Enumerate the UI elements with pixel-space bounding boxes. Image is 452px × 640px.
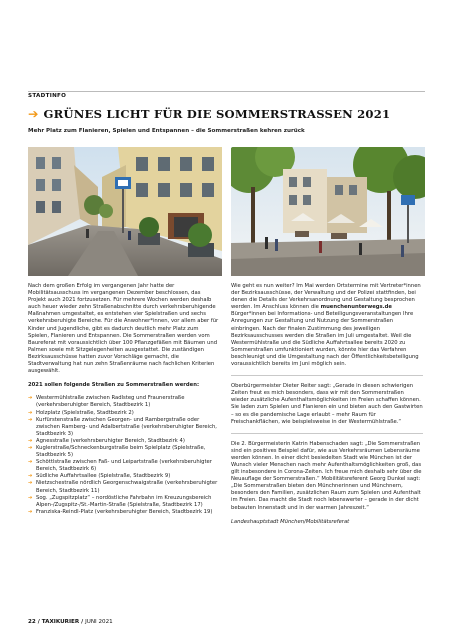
- street-list-heading: 2021 sollen folgende Straßen zu Sommerstraßen werden:: [28, 382, 200, 389]
- issue-date: JUNI 2021: [85, 619, 113, 625]
- list-item: ➔ Holzplatz (Spielstraße, Stadtbezirk 2): [28, 409, 134, 416]
- arrow-right-icon: ➔: [28, 459, 33, 466]
- mayor-quote-paragraph: Oberbürgermeister Dieter Reiter sagt: „Gerade in diesen schwierigen Zeiten freut es mich besonders, dass wir mit den Sommerstraßen wieder zusätzliche Aufenthaltsmöglichkeiten im Freien schaffen können. Sie laden zum Spielen und Flanieren ein und bieten auch den Gastwirten – so es die pandemische Lage erlaubt – mehr Raum für Freischankflächen, wie beispielsweise in der Westermühlstraße.“: [231, 383, 423, 425]
- arrow-right-icon: ➔: [28, 409, 33, 416]
- next-steps-paragraph: Wie geht es nun weiter? Im Mai werden Ortstermine mit Vertreter*innen der Bezirksausschüsse, der Verwaltung und der Polizei stattfinden, bei denen die Details der Verkehrsanordnung und Gestaltung besprochen werden. Im Anschluss können die muenchenunterwegs.de Bürger*innen bei Informations- und Beteiligungsveranstaltungen Ihre Anregungen zur Gestaltung und Nutzung der Sommerstraßen einbringen. Nach der finalen Zustimmung des jeweiligen Bezirksausschusses werden die Straßen im Juli umgestaltet. Weil die Westermühlstraße und die Südliche Auffahrtsallee bereits 2020 zu Sommerstraßen umfunktioniert wurden, könnte hier das Verfahren beschleunigt und die Umgestaltung nach der Öffentlichkeitsbeteiligung voraussichtlich bereits im Juni möglich sein.: [231, 283, 421, 368]
- quotes-paragraph: Die 2. Bürgermeisterin Katrin Habenschaden sagt: „Die Sommerstraßen sind ein positives Beispiel dafür, wie aus Verkehrsräumen Lebensräume werden können. In einer dicht besiedelten Stadt wie München ist der Wunsch vieler Menschen nach mehr Aufenthaltsmöglichkeiten groß, das gilt insbesondere in Corona-Zeiten. Ich freue mich deshalb sehr über die Neuauflage der Sommerstraßen.“ Mobilitätsreferent Georg Dunkel sagt: „Die Sommerstraßen bieten den Münchnerinnen und Münchnern, besonders den Familien, zusätzlichen Raum zum Spielen und Aufenthalt im Freien. Das macht die Stadt noch lebenswerter – gerade in der dicht bebauten Innenstadt und in der warmen Jahreszeit.“: [231, 440, 422, 511]
- article-subtitle: Mehr Platz zum Flanieren, Spielen und Entspannen – die Sommerstraßen kehren zurück: [28, 128, 305, 134]
- list-item: ➔ Schöttlstraße zwischen Faß- und Leipartstraße (verkehrsberuhigter Bereich, Stadtbezirk 6): [28, 459, 212, 473]
- list-item: ➔ Agnesstraße (verkehrsberuhigter Bereich, Stadtbezirk 4): [28, 437, 185, 444]
- street-photo-right: [231, 147, 425, 276]
- section-label: STADTINFO: [28, 93, 67, 99]
- page-number: 22: [28, 619, 36, 625]
- section-divider: [28, 91, 425, 92]
- arrow-right-icon: ➔: [28, 105, 39, 121]
- street-photo-left: [28, 147, 222, 276]
- page-footer: 22 / TAXIKURIER / JUNI 2021: [28, 619, 113, 625]
- article-column-right: [231, 283, 423, 533]
- arrow-right-icon: ➔: [28, 437, 33, 444]
- list-item: ➔ Südliche Auffahrtsallee (Spielstraße, Stadtbezirk 9): [28, 473, 171, 480]
- arrow-right-icon: ➔: [28, 473, 33, 480]
- magazine-name: TAXIKURIER: [41, 619, 80, 625]
- arrow-right-icon: ➔: [28, 444, 33, 451]
- list-item: ➔ Kurfürstenstraße zwischen Georgen- und Rambergstraße oder zwischen Ramberg- und Adalbertstraße (verkehrsberuhigter Bereich, Stadtbezirk 3): [28, 416, 217, 437]
- divider: [231, 433, 423, 434]
- photo-credit: Landeshauptstadt München/Mobilitätsreferat: [231, 518, 350, 525]
- arrow-right-icon: ➔: [28, 395, 33, 402]
- list-item: ➔ Westermühlstraße zwischen Radlsteg und Fraunerstraße (verkehrsberuhigter Bereich, Stadtbezirk 1): [28, 395, 185, 409]
- arrow-right-icon: ➔: [28, 416, 33, 423]
- divider: [231, 375, 423, 376]
- arrow-right-icon: ➔: [28, 480, 33, 487]
- headline: [28, 107, 425, 121]
- street-list: [28, 395, 220, 516]
- arrow-right-icon: ➔: [28, 494, 33, 501]
- website-link[interactable]: muenchenunterwegs.de: [320, 304, 392, 311]
- list-item: ➔ Kuglerstraße/Schneckenburgstraße beim Spielplatz (Spielstraße, Stadtbezirk 5): [28, 444, 206, 459]
- article-title: GRÜNES LICHT FÜR DIE SOMMERSTRASSEN 2021: [43, 107, 391, 121]
- list-item: ➔ Franziska-Reindl-Platz (verkehrsberuhigter Bereich, Stadtbezirk 19): [28, 508, 213, 515]
- article-column-left: [28, 283, 220, 516]
- list-item: ➔ Sog. „Zugspitzplatz“ – nordöstliche Fahrbahn im Kreuzungsbereich Alpen-/Zugspitz-/St.-Martin-Straße (Spielstraße, Stadtbezirk 17): [28, 494, 212, 508]
- intro-paragraph: Nach dem großen Erfolg im vergangenen Jahr hatte der Mobilitätsausschuss im vergangenen Dezember beschlossen, das Projekt auch 2021 fortzusetzen. Für mehrere Wochen werden deshalb auch heuer wieder zehn Straßenabschnitte durch verkehrsberuhigende Maßnahmen umgestaltet, es entstehen vier Spielstraßen und sechs verkehrsberuhigte Bereiche. Für die Anwohner*innen, vor allem aber für Kinder und Jugendliche, gibt es dadurch deutlich mehr Platz zum Spielen, Flanieren und Entspannen. Die Sommerstraßen werden vom Baureferat mit voraussichtlich über 100 Pflanzgefäßen mit Bäumen und Palmen sowie mit Sitzgelegenheiten ausgestattet. Die zuständigen Bezirksausschüsse hatten zuvor Vorschläge gemacht, die Stadtverwaltung hat nun zehn Straßenräume nach fachlichen Kriterien ausgewählt.: [28, 283, 219, 375]
- arrow-right-icon: ➔: [28, 508, 33, 515]
- list-item: ➔ Nietzschestraße nördlich Georgenschwaigstraße (verkehrsberuhigter Bereich, Stadtbezirk 11): [28, 480, 218, 494]
